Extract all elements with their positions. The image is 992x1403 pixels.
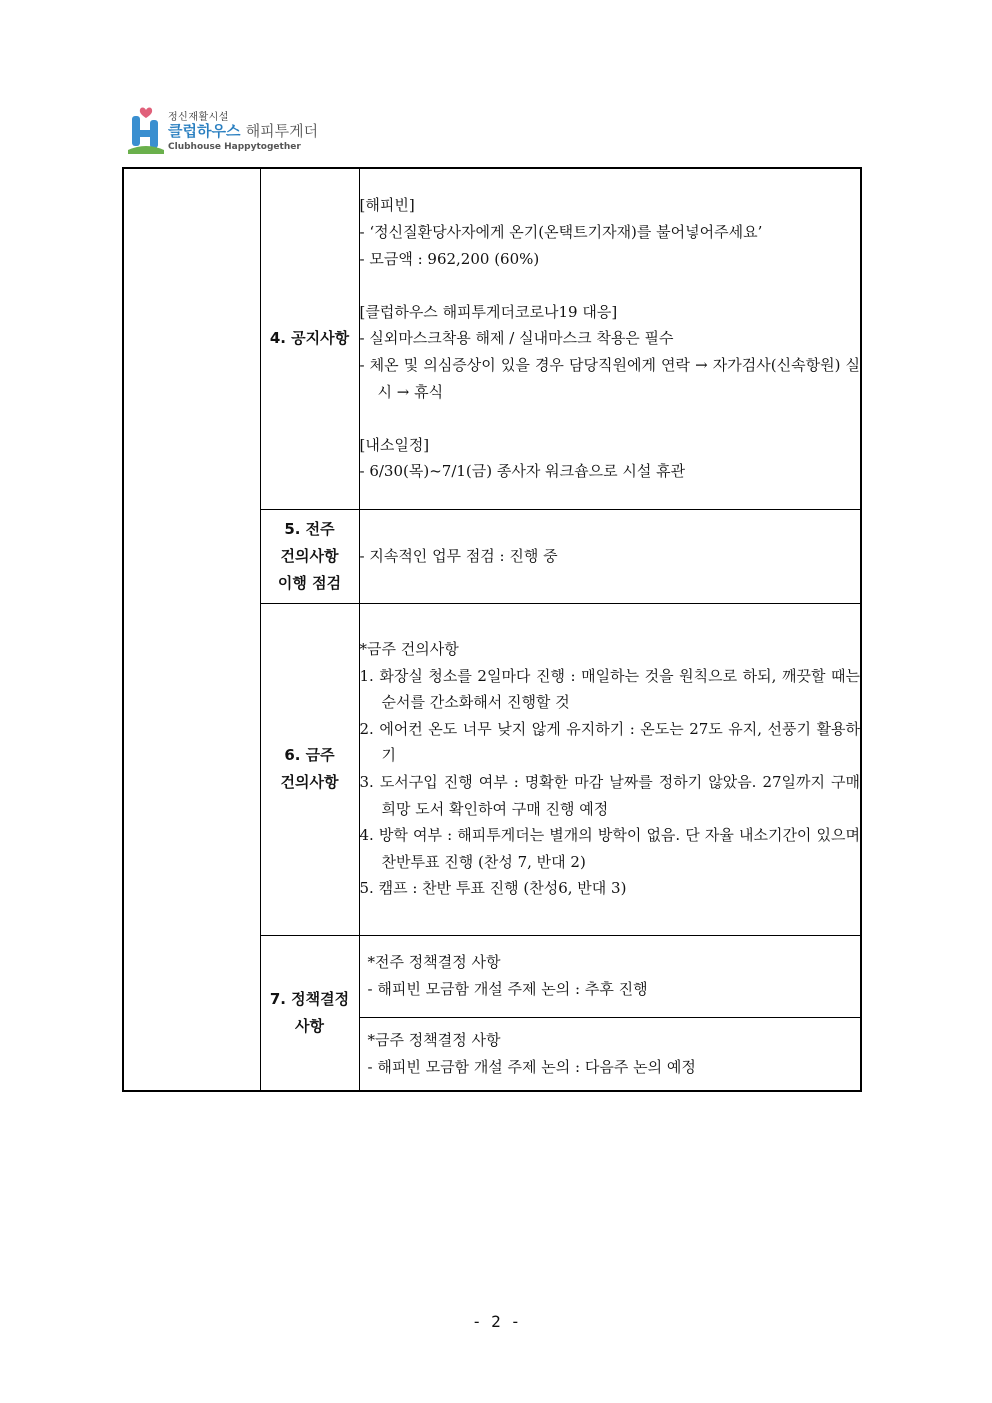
notice-content [359, 168, 861, 509]
policy-prev-heading: *전주 정책결정 사항 [367, 953, 501, 972]
org-name-b: 해피투게더 [245, 122, 319, 140]
org-subtitle: 정신재활시설 [168, 112, 229, 123]
suggestion-item: 5. 캠프 : 찬반 투표 진행 (찬성6, 반대 3) [359, 879, 627, 898]
policy-prev-content [359, 935, 861, 1017]
this-week-heading: *금주 건의사항 [359, 640, 459, 659]
prev-check-content [359, 509, 861, 603]
policy-curr-content [359, 1017, 861, 1091]
policy-prev-line: - 해피빈 모금함 개설 주제 논의 : 추후 진행 [367, 980, 648, 998]
prev-check-line: - 지속적인 업무 점검 : 진행 중 [359, 546, 558, 565]
policy-curr-line: - 해피빈 모금함 개설 주제 논의 : 다음주 논의 예정 [367, 1057, 696, 1076]
page-number: - 2 - [471, 1312, 521, 1331]
notice-line: [클럽하우스 해피투게더코로나19 대응] [359, 302, 618, 321]
label-line: 사항 [295, 1016, 324, 1035]
notice-line: - 6/30(목)~7/1(금) 종사자 워크숍으로 시설 휴관 [359, 462, 686, 481]
notice-gap [360, 405, 861, 432]
label-line: 이행 점검 [277, 573, 342, 592]
org-name-english: Clubhouse Happytogether [168, 142, 301, 152]
policy-label [260, 935, 359, 1091]
left-blank-cell [123, 168, 260, 1091]
notice-line: [내소일정] [359, 435, 430, 454]
notice-line: - ‘정신질환당사자에게 온기(온택트기자재)를 불어넣어주세요’ [359, 223, 763, 242]
suggestion-item: 4. 방학 여부 : 해피투게더는 별개의 방학이 없음. 단 자율 내소기간이 있으며 찬반투표 진행 (찬성 7, 반대 2) [359, 826, 860, 871]
org-name [168, 120, 318, 141]
notice-line: - 체온 및 의심증상이 있을 경우 담당직원에게 연락 → 자가검사(신속항원) 실시 → 휴식 [359, 356, 860, 401]
notice-row [123, 168, 861, 509]
policy-curr-heading: *금주 정책결정 사항 [367, 1031, 501, 1050]
org-logo [128, 104, 348, 156]
this-week-label [260, 603, 359, 935]
label-line: 6. 금주 [284, 746, 335, 764]
logo-h-icon [128, 104, 164, 154]
label-line: 7. 정책결정 [269, 989, 350, 1008]
notice-line: - 실외마스크착용 해제 / 실내마스크 착용은 필수 [359, 329, 674, 348]
suggestion-item: 3. 도서구입 진행 여부 : 명확한 마감 날짜를 정하기 않았음. 27일까지 구매희망 도서 확인하여 구매 진행 예정 [359, 773, 860, 818]
notice-line: [해피빈] [359, 196, 415, 215]
label-line: 5. 전주 [284, 519, 335, 538]
minutes-table [122, 167, 862, 1092]
org-name-a: 클럽하우스 [168, 122, 241, 140]
this-week-content [359, 603, 861, 935]
label-line: 건의사항 [280, 773, 339, 791]
notice-gap [360, 272, 861, 299]
label-line: 건의사항 [280, 546, 339, 565]
notice-line: - 모금액 : 962,200 (60%) [359, 249, 540, 268]
suggestion-item: 1. 화장실 청소를 2일마다 진행 : 매일하는 것을 원칙으로 하되, 깨끗할 때는 순서를 간소화해서 진행할 것 [359, 666, 860, 712]
prev-check-label [260, 509, 359, 603]
suggestion-item: 2. 에어컨 온도 너무 낮지 않게 유지하기 : 온도는 27도 유지, 선풍기 활용하기 [359, 719, 860, 765]
notice-label: 4. 공지사항 [260, 168, 359, 509]
